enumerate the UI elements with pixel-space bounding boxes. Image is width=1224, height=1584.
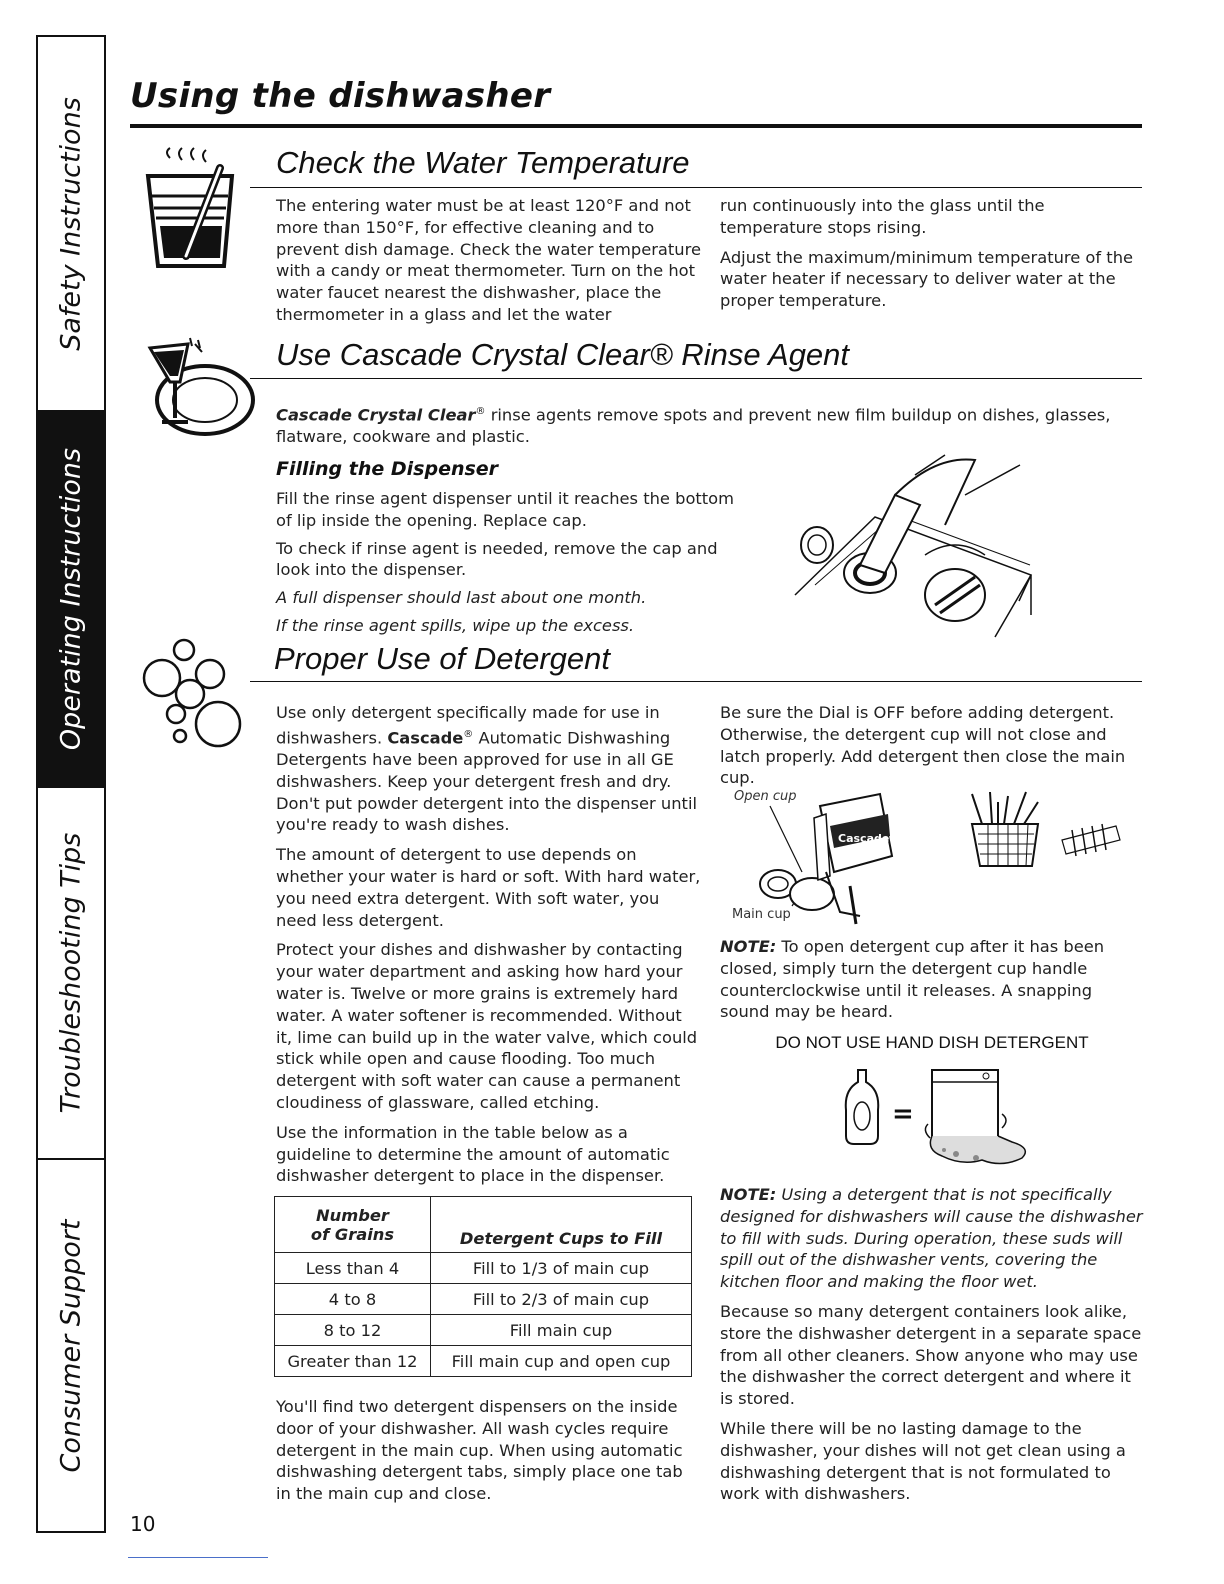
detergent-right-paragraph-1: Be sure the Dial is OFF before adding detergent. Otherwise, the detergent cup will not close and latch properly. Add detergent then close the main cup. — [720, 703, 1126, 788]
registered-mark: ® — [475, 406, 486, 417]
tab-operating-instructions[interactable] — [38, 412, 104, 788]
section-title-water-temperature: Check the Water Temperature — [276, 145, 690, 180]
detergent-left-column — [276, 702, 701, 1195]
rinse-paragraph-2: To check if rinse agent is needed, remove the cap and look into the dispenser. — [276, 538, 718, 580]
glass-thermometer-icon — [140, 148, 240, 273]
glass-and-plate-icon — [140, 338, 260, 443]
note-1-paragraph — [720, 936, 1144, 1023]
brand-cascade: Cascade — [387, 728, 464, 748]
filling-dispenser-text — [276, 488, 741, 645]
note-2-text: Using a detergent that is not specifically designed for dishwashers will cause the dishwasher to fill with suds. During operation, these suds will spill out of the dishwasher vents, covering the kitchen floor and making the floor wet. — [720, 1185, 1143, 1292]
section-rule — [250, 681, 1142, 682]
detergent-p1-a: Use only detergent specifically made for use in dishwashers. — [276, 703, 660, 748]
table-header-row — [275, 1197, 692, 1253]
brand-cascade-crystal-clear: Cascade Crystal Clear — [276, 405, 476, 425]
water-temp-paragraph-2: run continuously into the glass until the temperature stops rising. — [720, 196, 1045, 237]
bubbles-icon — [138, 636, 248, 751]
section-rule — [250, 378, 1142, 379]
note-2-label: NOTE: — [720, 1185, 777, 1204]
table-cell: Fill to 1/3 of main cup — [431, 1253, 692, 1284]
detergent-paragraph-1 — [276, 702, 701, 836]
box-brand-label: Cascade — [838, 832, 890, 845]
detergent-paragraph-4: Use the information in the table below as a guideline to determine the amount of automatic dishwasher detergent to place in the dispenser. — [276, 1122, 670, 1186]
page-title: Using the dishwasher — [130, 76, 551, 116]
warning-hand-detergent: DO NOT USE HAND DISH DETERGENT — [775, 1033, 1089, 1052]
detergent-paragraph-3: Protect your dishes and dishwasher by contacting your water department and asking how hard your water is. Twelve or more grains is extremely hard water. A water softener is recommended. Without it, lime can build up in the water valve, which could stick while open and cause flooding. Too much detergent with soft water can cause a permanent cloudiness of glassware, called etching. — [276, 940, 698, 1112]
detergent-note-1 — [720, 936, 1144, 1031]
section-title-rinse-agent: Use Cascade Crystal Clear® Rinse Agent — [276, 337, 850, 372]
detergent-p1-b: Automatic Dishwashing Detergents have been approved for use in all GE dishwashers. Keep your detergent fresh and dry. Don't put powder detergent into the dispenser until you're ready to wash dishes. — [276, 728, 697, 835]
rinse-paragraph-4: If the rinse agent spills, wipe up the excess. — [276, 615, 635, 635]
bottom-link-rule — [128, 1557, 268, 1558]
detergent-right-paragraph-2: Because so many detergent containers look alike, store the dishwasher detergent in a separate space from all other cleaners. Show anyone who may use the dishwasher the correct detergent and where it is stored. — [720, 1301, 1142, 1409]
note-1-text: To open detergent cup after it has been closed, simply turn the detergent cup handle counterclockwise until it releases. A snapping sound may be heard. — [720, 937, 1105, 1022]
rinse-dispenser-illustration — [795, 455, 1035, 640]
equals-sign: = — [892, 1099, 914, 1129]
note-1-label: NOTE: — [720, 937, 777, 956]
detergent-paragraph-2: The amount of detergent to use depends on whether your water is hard or soft. With hard water, you need extra detergent. With soft water, you need less detergent. — [276, 845, 701, 930]
filling-dispenser-title: Filling the Dispenser — [276, 458, 499, 480]
rinse-paragraph-3: A full dispenser should last about one month. — [276, 588, 647, 608]
registered-mark: ® — [463, 728, 474, 740]
note-2-paragraph — [720, 1184, 1144, 1293]
water-temp-left-text — [276, 195, 701, 334]
rinse-intro-text: rinse agents remove spots and prevent new film buildup on dishes, glasses, flatware, cookware and plastic. — [276, 405, 1111, 447]
hand-detergent-equals-suds-illustration — [836, 1064, 1036, 1184]
label-open-cup: Open cup — [734, 789, 797, 804]
page-number: 10 — [130, 1512, 156, 1536]
table-row — [275, 1346, 692, 1377]
table-cell: 4 to 8 — [275, 1284, 431, 1315]
table-cell: Fill main cup — [431, 1315, 692, 1346]
rinse-paragraph-1: Fill the rinse agent dispenser until it reaches the bottom of lip inside the opening. Replace cap. — [276, 489, 734, 530]
tab-safety-instructions[interactable] — [38, 37, 104, 412]
table-cell: Fill main cup and open cup — [431, 1346, 692, 1377]
table-row — [275, 1253, 692, 1284]
detergent-table — [274, 1196, 692, 1377]
section-rule — [250, 187, 1142, 188]
water-temp-right-text — [720, 195, 1144, 320]
detergent-right-paragraph-3: While there will be no lasting damage to the dishwasher, your dishes will not get clean using a dishwashing detergent that is not formulated to work with dishwashers. — [720, 1418, 1126, 1504]
label-main-cup: Main cup — [732, 907, 791, 922]
detergent-paragraph-5: You'll find two detergent dispensers on the inside door of your dishwasher. All wash cycles require detergent in the main cup. When using automatic dishwashing detergent tabs, simply place one tab in the main cup and close. — [276, 1397, 683, 1504]
table-header-grains — [275, 1197, 431, 1253]
table-header-cups: Detergent Cups to Fill — [431, 1197, 692, 1253]
header-grains-line1: Number — [316, 1205, 389, 1225]
tab-operating-label: Operating Instructions — [55, 447, 87, 751]
section-title-proper-use-detergent: Proper Use of Detergent — [274, 641, 611, 676]
tab-consumer-label: Consumer Support — [55, 1219, 87, 1472]
tab-troubleshooting-tips[interactable] — [38, 788, 104, 1160]
side-tab-bar — [36, 35, 106, 1533]
tab-troubleshooting-label: Troubleshooting Tips — [55, 832, 87, 1114]
table-row — [275, 1284, 692, 1315]
detergent-left-footer — [276, 1396, 701, 1513]
silverware-basket-illustration — [968, 790, 1128, 870]
detergent-right-bottom — [720, 1184, 1144, 1513]
table-cell: Less than 4 — [275, 1253, 431, 1284]
table-cell: Fill to 2/3 of main cup — [431, 1284, 692, 1315]
water-temp-paragraph-3: Adjust the maximum/minimum temperature of the water heater if necessary to deliver water at the proper temperature. — [720, 247, 1134, 311]
table-cell: 8 to 12 — [275, 1315, 431, 1346]
header-grains-line2: of Grains — [310, 1224, 395, 1244]
detergent-cup-illustration — [730, 776, 890, 926]
water-temp-paragraph: The entering water must be at least 120°F and not more than 150°F, for effective cleaning and to prevent dish damage. Check the water temperature with a candy or meat thermometer. Turn on the hot water faucet nearest the dishwasher, place the thermometer in a glass and let the water — [276, 196, 701, 324]
title-rule — [130, 124, 1142, 128]
tab-safety-label: Safety Instructions — [55, 96, 87, 351]
table-row — [275, 1315, 692, 1346]
table-cell: Greater than 12 — [275, 1346, 431, 1377]
rinse-intro — [276, 401, 1146, 448]
tab-consumer-support[interactable] — [38, 1160, 104, 1531]
